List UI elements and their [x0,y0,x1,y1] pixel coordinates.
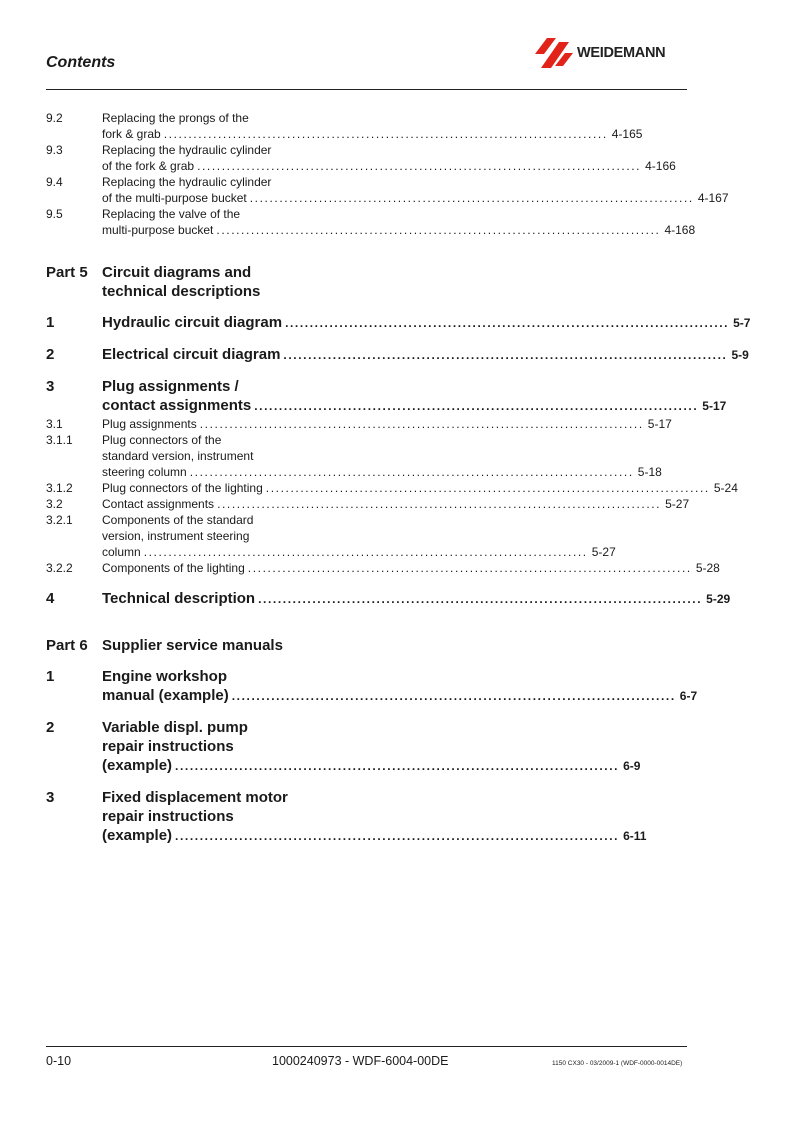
logo-mark-icon [534,36,574,74]
chapter-title: Fixed displacement motor [102,789,288,806]
chapter-title: Variable displ. pump [102,719,248,736]
page-ref: 5-9 [731,348,749,362]
header-divider [46,89,687,90]
subentry-title: Replacing the valve of the [102,207,241,221]
table-of-contents [46,110,751,846]
document-reference: 1150 CX30 - 03/2009-1 (WDF-0000-0014DE) [552,1060,683,1067]
subentry-number: 9.3 [46,143,63,157]
subentry-title: steering column [102,465,187,479]
page-ref: 5-29 [706,592,731,606]
toc-subentry[interactable] [46,142,676,174]
dot-leader: .......................................................................................... [258,592,703,606]
page-title: Contents [46,54,116,71]
part-5-heading [46,263,350,301]
dot-leader: .......................................................................................... [247,561,692,575]
chapter-title: (example) [102,757,173,774]
subentry-title: of the fork & grab [102,159,195,173]
chapter-title: Electrical circuit diagram [102,346,281,363]
brand-logo [534,36,684,74]
part-title-line: technical descriptions [102,283,261,300]
logo-text: WEIDEMANN [577,45,666,61]
toc-subentry[interactable] [46,206,696,238]
chapter-number: 2 [46,719,55,736]
dot-leader: .......................................................................................... [199,417,644,431]
dot-leader: .......................................................................................... [175,759,620,773]
chapter-3-subentries [46,416,738,576]
page-ref: 5-17 [647,417,672,431]
section-9-subentries [46,110,729,238]
subentry-number: 3.2.2 [46,561,73,575]
page-ref: 5-18 [637,465,662,479]
toc-subentry[interactable] [46,432,662,480]
subentry-title: fork & grab [102,127,161,141]
part-label: Part 6 [46,637,88,654]
toc-chapter[interactable] [46,313,751,333]
page-ref: 5-27 [591,545,616,559]
chapter-title: Engine workshop [102,668,228,685]
chapter-number: 3 [46,378,55,395]
chapter-title: Plug assignments / [102,378,239,395]
toc-chapter[interactable] [46,718,641,776]
page-number: 0-10 [46,1054,72,1068]
subentry-title: Plug assignments [102,417,197,431]
dot-leader: .......................................................................................... [175,829,620,843]
subentry-number: 3.2.1 [46,513,73,527]
toc-subentry[interactable] [46,560,720,576]
dot-leader: .......................................................................................... [231,689,676,703]
chapter-number: 3 [46,789,55,806]
chapter-title: Hydraulic circuit diagram [102,314,283,331]
page-ref: 4-167 [697,191,729,205]
subentry-number: 9.5 [46,207,63,221]
subentry-title: standard version, instrument [102,449,254,463]
subentry-title: Components of the lighting [102,561,245,575]
part-label: Part 5 [46,264,88,281]
subentry-number: 3.2 [46,497,63,511]
page-ref: 5-7 [733,316,751,330]
subentry-number: 3.1.1 [46,433,73,447]
chapter-number: 2 [46,346,55,363]
chapter-title: contact assignments [102,397,252,414]
subentry-title: Plug connectors of the [102,433,222,447]
toc-subentry[interactable] [46,480,738,496]
chapter-number: 1 [46,668,55,685]
part-title-line: Circuit diagrams and [102,264,252,281]
subentry-title: Components of the standard [102,513,254,527]
toc-chapter[interactable] [46,788,647,846]
footer-divider [46,1046,687,1047]
subentry-number: 3.1 [46,417,63,431]
toc-chapter[interactable] [46,345,749,365]
page-ref: 6-9 [623,759,641,773]
part-title-line: Supplier service manuals [102,637,283,654]
toc-subentry[interactable] [46,174,729,206]
toc-chapter[interactable] [46,377,727,416]
dot-leader: .......................................................................................... [216,223,661,237]
subentry-title: Contact assignments [102,497,215,511]
dot-leader: .......................................................................................... [189,465,634,479]
document-id: 1000240973 - WDF-6004-00DE [272,1054,449,1068]
chapter-title: repair instructions [102,808,234,825]
dot-leader: .......................................................................................... [254,399,699,413]
page-ref: 5-27 [665,497,690,511]
page-ref: 5-17 [702,399,727,413]
toc-chapter[interactable] [46,589,731,609]
dot-leader: .......................................................................................... [249,191,694,205]
dot-leader: .......................................................................................... [163,127,608,141]
dot-leader: .......................................................................................... [197,159,642,173]
page-ref: 5-24 [713,481,738,495]
toc-subentry[interactable] [46,110,643,142]
page-ref: 4-165 [611,127,643,141]
chapter-number: 1 [46,314,55,331]
page-ref: 4-168 [664,223,696,237]
toc-subentry[interactable] [46,512,616,560]
page-ref: 4-166 [645,159,676,173]
chapter-title: manual (example) [102,687,229,704]
part-6-heading [46,636,350,655]
toc-subentry[interactable] [46,416,672,432]
subentry-number: 9.4 [46,175,63,189]
subentry-number: 3.1.2 [46,481,73,495]
dot-leader: .......................................................................................... [143,545,588,559]
chapter-number: 4 [46,590,55,607]
toc-subentry[interactable] [46,496,690,512]
toc-chapter[interactable] [46,667,698,706]
subentry-title: Plug connectors of the lighting [102,481,263,495]
page-ref: 5-28 [695,561,720,575]
subentry-title: Replacing the prongs of the [102,111,249,125]
dot-leader: .......................................................................................... [283,348,728,362]
subentry-title: of the multi-purpose bucket [102,191,247,205]
dot-leader: .......................................................................................... [265,481,710,495]
subentry-title: column [102,545,141,559]
subentry-title: multi-purpose bucket [102,223,214,237]
page-ref: 6-7 [679,689,698,703]
subentry-title: Replacing the hydraulic cylinder [102,143,272,157]
chapter-title: repair instructions [102,738,234,755]
page-ref: 6-11 [623,829,647,843]
dot-leader: .......................................................................................... [285,316,730,330]
subentry-number: 9.2 [46,111,63,125]
subentry-title: version, instrument steering [102,529,250,543]
chapter-title: Technical description [102,590,256,607]
chapter-title: (example) [102,827,173,844]
subentry-title: Replacing the hydraulic cylinder [102,175,272,189]
dot-leader: .......................................................................................... [217,497,662,511]
